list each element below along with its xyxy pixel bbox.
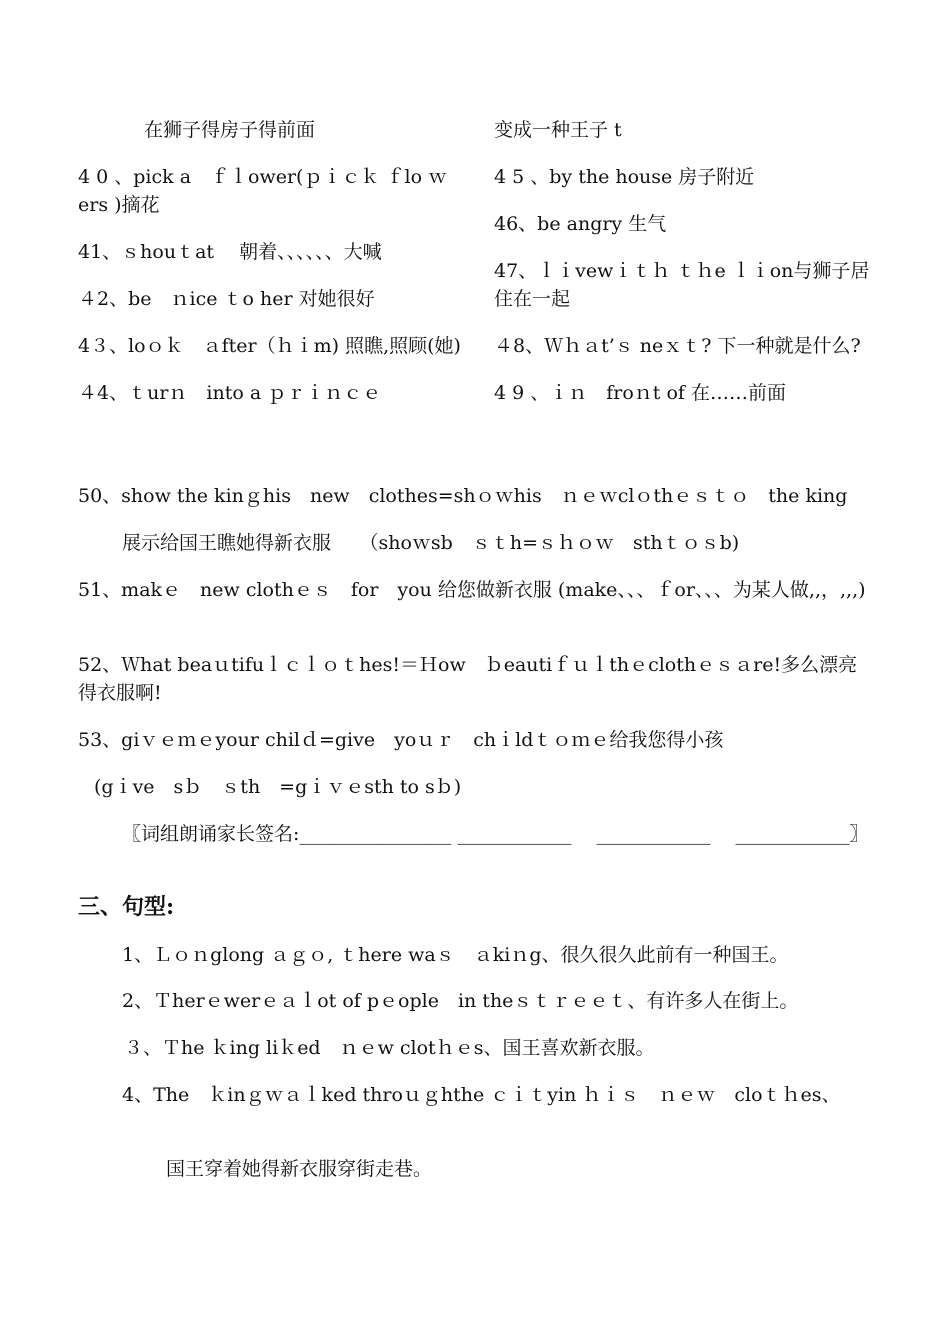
- vocab-item: ４8、Ｗｈａt’ｓ neｘｔ? 下一种就是什么?: [494, 335, 861, 357]
- vocab-item: 41、ｓhouｔat 朝着、、、、、、大喊: [78, 241, 382, 263]
- vocab-item: ４2、be ｎice ｔo her 对她很好: [78, 288, 375, 310]
- vocab-item: 46、be angry 生气: [494, 213, 667, 235]
- vocab-item: ４4、ｔurｎ into a ｐｒｉｎｃｅ: [78, 382, 382, 404]
- parent-signature-line: 〖词组朗诵家长签名:________________ ____________ ____________ ____________〗: [122, 823, 869, 845]
- sentence-4: 4、The ｋinｇｗａｌked throｕｇhthe ｃｉｔyin ｈｉｓ ｎｅｗ cloｔｈes、: [122, 1084, 841, 1106]
- vocab-item-50: 50、show the kinｇhis new clothes=shｏｗhis ｎｅｗclｏthｅｓｔｏ the king: [78, 485, 848, 507]
- left-column: [78, 116, 463, 426]
- sentence-4-translation: 国王穿着她得新衣服穿街走巷。: [166, 1158, 433, 1180]
- vocab-item: 4 9 、ｉｎ froｎt of 在……前面: [494, 382, 786, 404]
- right-column: [494, 116, 878, 426]
- vocab-item: 47、ｌｉvewｉｔｈ ｔｈe ｌｉon与狮子居住在一起: [494, 260, 870, 310]
- sentence-1: 1、Ｌｏｎglong ａｇｏ, ｔhere waｓ ａkiｎg、很久很久此前有一种国王。: [122, 944, 789, 966]
- vocab-item: 在狮子得房子得前面: [144, 119, 316, 141]
- vocab-item: 变成一种王子 t: [494, 119, 622, 141]
- sentence-3: ３、Ｔhe ｋing liｋed ｎｅw clotｈｅs、国王喜欢新衣服。: [124, 1037, 655, 1059]
- vocab-item: 4 5 、by the house 房子附近: [494, 166, 755, 188]
- section-heading: 三、句型:: [78, 894, 175, 920]
- vocab-item: 4３、loｏｋ ａfter（ｈｉm) 照瞧,照顾(她): [78, 335, 461, 357]
- sentence-2: 2、Ｔherｅwerｅａｌot of pｅople in theｓｔｒｅｅｔ、有许多人在街上。: [122, 990, 799, 1012]
- two-column-vocab: [78, 116, 878, 426]
- vocab-item-53: 53、giｖｅｍｅyour chilｄ=give yoｕｒ chｉldｔｏｍｅ给我您得小孩: [78, 729, 724, 751]
- vocab-item-53-note: (gｉve sｂ ｓth =gｉｖｅsth to sｂ): [94, 776, 462, 798]
- vocab-item-52: 52、Ｗhat beaｕtifuｌｃｌｏｔhes!＝Ｈow ｂeautiｆｕｌthｅclothｅｓａre!多么漂亮得衣服啊!: [78, 654, 858, 704]
- vocab-item-50-translation: 展示给国王瞧她得新衣服 （shoｗsb ｓｔh=ｓｈｏｗ sthｔｏｓb): [122, 532, 740, 554]
- vocab-item-51: 51、makｅ new clothｅｓ for you 给您做新衣服 (make、、、ｆor、、、为某人做,,，,,,): [78, 579, 866, 601]
- vocab-item: 4 0 、pick a ｆｌower(ｐｉｃｋ ｆlo ｗers )摘花: [78, 166, 448, 216]
